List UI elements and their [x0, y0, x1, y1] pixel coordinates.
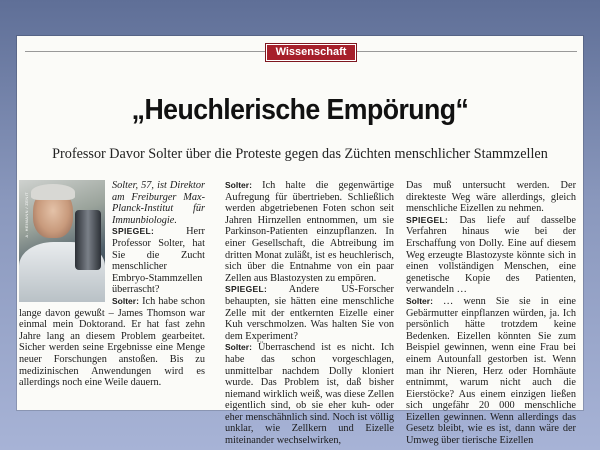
question-2	[225, 284, 394, 342]
answer-text: Ich habe schon lange davon gewußt – James Thomson war einmal mein Doktorand. Er hat fast zehn Jahre lang an diesem Problem gearbeitet. Sicher werden seine Ergebnisse eine Menge neuer Forschungen anstoßen. Bis zu medizinischen Anwendungen wird es allerdings noch eine Weile dauern.	[19, 295, 205, 389]
solter-label: Solter:	[225, 180, 252, 190]
answer-3	[225, 342, 394, 446]
article-column-3	[406, 180, 576, 447]
answer-1	[19, 296, 205, 389]
photo-credit: A. HEIMANN / ZENIT	[24, 192, 29, 238]
answer-text: Überraschend ist es nicht. Ich habe das schon vorgeschlagen, unmittelbar nachdem Dolly kloniert wurde. Das Problem ist, daß bisher niemand wirklich weiß, was diese Zellen eigentlich sind, ob sie eher kuh- oder eher menschähnlich sind. Noch ist völlig unklar, wie Zellkern und Eizelle miteinander wechselwirken,	[225, 342, 394, 447]
spiegel-label: SPIEGEL:	[225, 284, 268, 295]
newspaper-page	[17, 36, 583, 447]
spiegel-label: SPIEGEL:	[112, 226, 155, 237]
paragraph-continued: Das muß untersucht werden. Der direkteste Weg wäre allerdings, gleich menschliche Eizellen zu nehmen.	[406, 180, 576, 215]
photo-microscope	[75, 210, 101, 270]
question-text: Das liefe auf dasselbe Verfahren hinaus wie bei der Erschaffung von Dolly. Eine auf diesem Weg erzeugte Blastozyste könnte sich in einen vollständigen Menschen, eine genetische Kopie des Patienten, verwandeln …	[406, 214, 576, 296]
answer-4	[406, 296, 576, 447]
question-text: Herr Professor Solter, hat Sie die Zucht menschlicher Embryo-Stammzellen überrascht?	[112, 226, 205, 296]
solter-label: Solter:	[112, 295, 139, 306]
question-3	[406, 215, 576, 296]
intro-text: Solter, 57, ist Direktor am Freiburger Max-Planck-Institut für Immunbiologie.	[112, 180, 205, 226]
subheadline: Professor Davor Solter über die Proteste gegen das Züchten menschlicher Stammzellen	[52, 146, 548, 162]
answer-text: … wenn Sie sie in eine Gebärmutter einpflanzen würden, ja. Ich persönlich hätte trotzdem keine Bedenken. Eizellen könnten Sie zum Beispiel gewinnen, wenn eine Frau bei einem Autounfall gestorben ist. Wenn man ihr Nieren, Herz oder Hornhäute entnimmt, warum nicht auch die Eierstöcke? Aus einem einzigen ließen sich ungefähr 20 000 menschliche Eizellen gewinnen. Wenn allerdings das Gesetz bleibt, wie es ist, dann wäre der Umweg über tierische Eizellen	[406, 295, 576, 447]
solter-label: Solter:	[225, 342, 252, 353]
article-column-2	[225, 180, 394, 447]
answer-2	[225, 180, 394, 284]
section-label: Wissenschaft	[266, 44, 356, 61]
question-text: Andere US-Forscher behaupten, sie hätten eine menschliche Zelle mit der entkernten Eizelle einer Kuh verschmolzen. Was halten Sie von dem Experiment?	[225, 284, 394, 342]
solter-label: Solter:	[406, 295, 433, 306]
photo-hair	[31, 184, 75, 200]
answer-text: Ich halte die gegenwärtige Aufregung für übertrieben. Schließlich werden abgetriebenen Foten schon seit Jahren Hirnzellen entnommen, um sie Parkinson-Patienten einzupflanzen. In einer Gesellschaft, die Abtreibung im dritten Monat zuläßt, ist es heuchlerisch, sich über die Entnahme von ein paar Zellen aus Blastozysten zu empören.	[225, 180, 394, 284]
article-column-1	[19, 180, 205, 389]
author-photo	[19, 180, 105, 300]
spiegel-label: SPIEGEL:	[406, 214, 449, 225]
headline: „Heuchlerische Empörung“	[131, 94, 469, 126]
